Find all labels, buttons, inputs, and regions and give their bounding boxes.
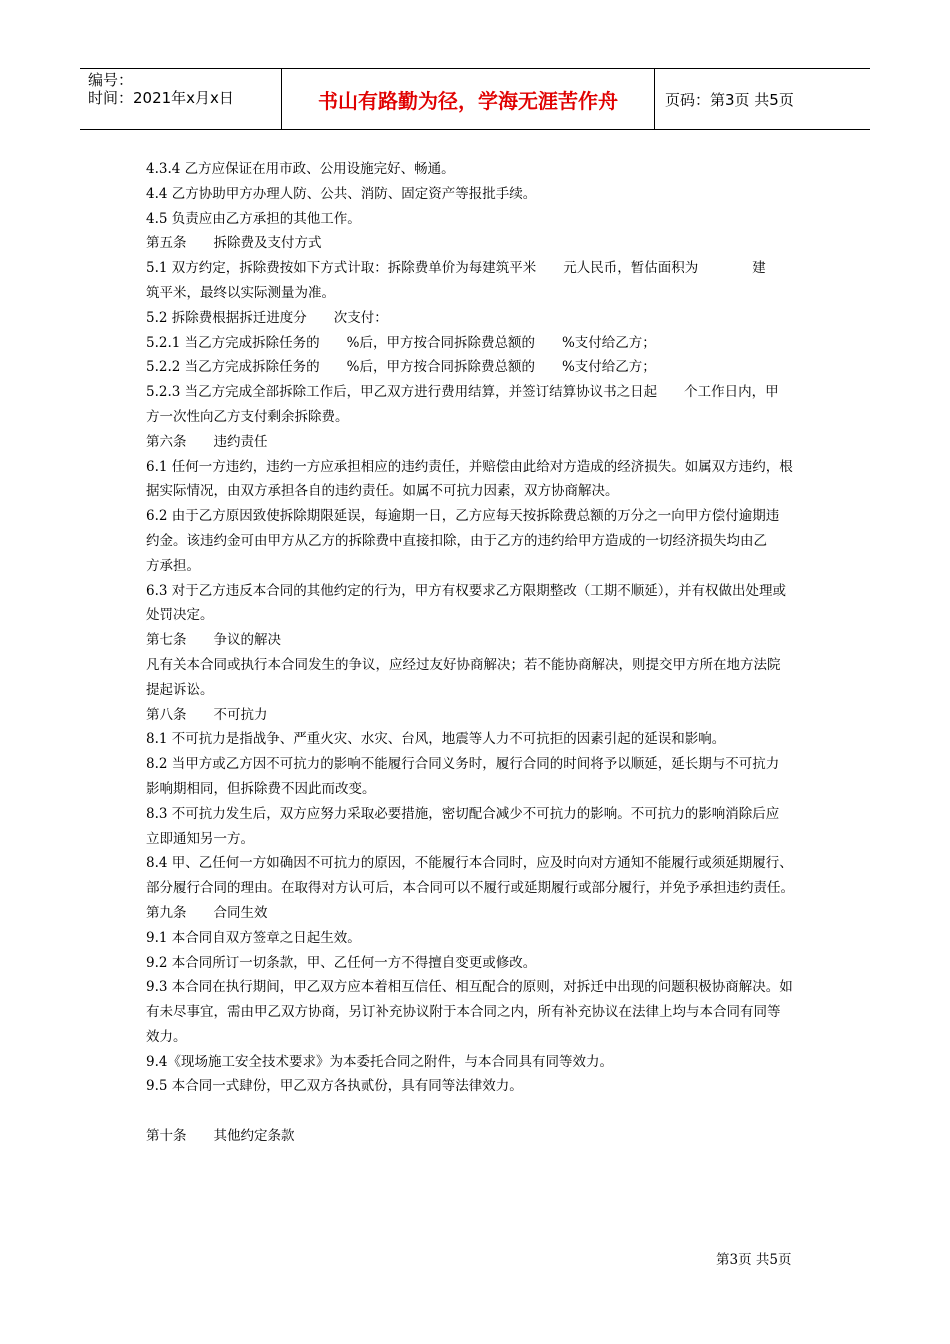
body-line: 5.2.1 当乙方完成拆除任务的 %后，甲方按合同拆除费总额的 %支付给乙方；: [146, 334, 656, 351]
body-line: 8.1 不可抗力是指战争、严重火灾、水灾、台风，地震等人力不可抗拒的因素引起的延误和影响。: [146, 731, 726, 748]
body-line: 4.4 乙方协助甲方办理人防、公共、消防、固定资产等报批手续。: [146, 185, 537, 202]
body-line: 有未尽事宜，需由甲乙双方协商，另订补充协议附于本合同之内，所有补充协议在法律上均与本合同有同等: [146, 1004, 781, 1021]
body-line: 4.3.4 乙方应保证在用市政、公用设施完好、畅通。: [146, 161, 455, 177]
header-page-number: 页码：第3页 共5页: [665, 90, 794, 109]
body-line: 5.2.2 当乙方完成拆除任务的 %后，甲方按合同拆除费总额的 %支付给乙方；: [146, 359, 656, 376]
body-line: 8.4 甲、乙任何一方如确因不可抗力的原因，不能履行本合同时，应及时向对方通知不能履行或须延期履行、: [146, 855, 793, 872]
body-line: 方一次性向乙方支付剩余拆除费。: [146, 408, 349, 425]
document-number: 编号：: [88, 71, 134, 89]
body-line: 方承担。: [146, 557, 200, 574]
footer-page-number: 第3页 共5页: [716, 1252, 792, 1268]
body-line: 8.2 当甲方或乙方因不可抗力的影响不能履行合同义务时，履行合同的时间将予以顺延，延长期与不可抗力: [146, 756, 780, 773]
body-line: 凡有关本合同或执行本合同发生的争议，应经过友好协商解决；若不能协商解决，则提交甲方所在地方法院: [146, 656, 781, 673]
body-line: 9.3 本合同在执行期间，甲乙双方应本着相互信任、相互配合的原则，对拆迁中出现的问题积极协商解决。如: [146, 979, 793, 996]
body-line: 第八条 不可抗力: [146, 706, 268, 723]
body-line: 5.2.3 当乙方完成全部拆除工作后，甲乙双方进行费用结算，并签订结算协议书之日起 个工作日内，甲: [146, 384, 779, 401]
body-line: 5.2 拆除费根据拆迁进度分 次支付：: [146, 309, 388, 326]
blank-line: [146, 1099, 810, 1124]
contract-body: [146, 157, 810, 1149]
header-meta: [80, 69, 282, 129]
body-line: 9.1 本合同自双方签章之日起生效。: [146, 929, 361, 946]
document-date: 时间：2021年x月x日: [88, 89, 234, 107]
body-line: 筑平米，最终以实际测量为准。: [146, 284, 335, 301]
body-line: 第七条 争议的解决: [146, 632, 281, 649]
body-line: 据实际情况，由双方承担各自的违约责任。如属不可抗力因素，双方协商解决。: [146, 483, 619, 500]
body-line: 处罚决定。: [146, 607, 214, 624]
body-line: 5.1 双方约定，拆除费按如下方式计取：拆除费单价为每建筑平米 元人民币，暂估面积为 建: [146, 260, 766, 277]
body-line: 提起诉讼。: [146, 681, 214, 698]
body-line: 第六条 违约责任: [146, 433, 268, 450]
body-line: 部分履行合同的理由。在取得对方认可后，本合同可以不履行或延期履行或部分履行，并免予承担违约责任。: [146, 880, 794, 897]
header-slogan: 书山有路勤为径，学海无涯苦作舟: [282, 69, 655, 129]
body-line: 9.5 本合同一式肆份，甲乙双方各执贰份，具有同等法律效力。: [146, 1078, 523, 1095]
body-line: 效力。: [146, 1028, 187, 1045]
body-line: 第十条 其他约定条款: [146, 1128, 295, 1145]
body-line: 9.4《现场施工安全技术要求》为本委托合同之附件，与本合同具有同等效力。: [146, 1053, 613, 1070]
body-line: 第九条 合同生效: [146, 904, 268, 921]
body-line: 8.3 不可抗力发生后，双方应努力采取必要措施，密切配合减少不可抗力的影响。不可抗力的影响消除后应: [146, 805, 780, 822]
body-line: 影响期相同，但拆除费不因此而改变。: [146, 780, 376, 797]
body-line: 第五条 拆除费及支付方式: [146, 235, 322, 252]
body-line: 9.2 本合同所订一切条款，甲、乙任何一方不得擅自变更或修改。: [146, 954, 537, 971]
body-line: 6.3 对于乙方违反本合同的其他约定的行为，甲方有权要求乙方限期整改（工期不顺延），并有权做出处理或: [146, 582, 787, 599]
body-line: 6.1 任何一方违约，违约一方应承担相应的违约责任，并赔偿由此给对方造成的经济损失。如属双方违约，根: [146, 458, 793, 475]
page-header: [80, 68, 870, 130]
body-line: 6.2 由于乙方原因致使拆除期限延误，每逾期一日，乙方应每天按拆除费总额的万分之一向甲方偿付逾期违: [146, 508, 780, 525]
body-line: 约金。该违约金可由甲方从乙方的拆除费中直接扣除，由于乙方的违约给甲方造成的一切经济损失均由乙: [146, 532, 767, 549]
body-line: 4.5 负责应由乙方承担的其他工作。: [146, 210, 361, 227]
body-line: 立即通知另一方。: [146, 830, 254, 847]
